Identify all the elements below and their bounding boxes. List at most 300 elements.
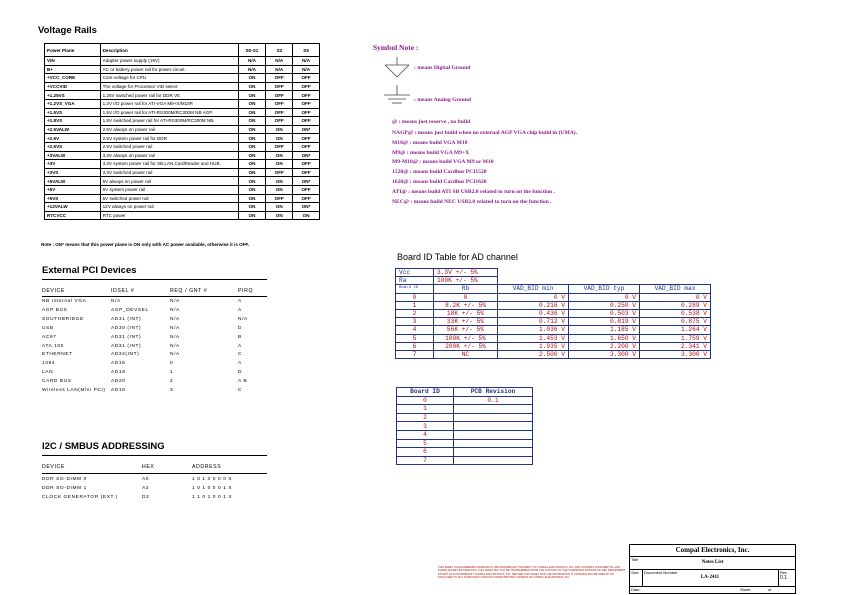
- voltage-rail-row: [45, 168, 320, 177]
- rb-value: 18K +/- 5%: [434, 309, 498, 317]
- pcb-header-revision: PCB Revision: [454, 388, 533, 397]
- analog-ground-label: : means Analog Ground: [414, 97, 471, 103]
- pci-req-gnt: N/A: [170, 343, 180, 349]
- pci-header: [42, 288, 292, 296]
- voltage-rail-row: [45, 108, 320, 117]
- rail-name: +3VALW: [45, 151, 101, 160]
- board-id-header-typ: VAD_BID typ: [569, 285, 640, 293]
- pci-req-gnt: 2: [170, 379, 174, 385]
- pcb-board-id: 2: [397, 413, 454, 422]
- vad-typ: 0 V: [569, 293, 640, 301]
- pci-row: [42, 361, 342, 370]
- vad-typ: 1.185 V: [569, 326, 640, 334]
- rail-s3: OFF: [266, 142, 293, 151]
- pcb-row: [397, 396, 533, 405]
- vad-max: 0.875 V: [640, 318, 711, 326]
- i2c-address: 1 0 1 0 0 0 1 X: [192, 485, 233, 491]
- vad-typ: 0.503 V: [569, 309, 640, 317]
- rail-description: 2.5V switched power rail: [100, 142, 238, 151]
- board-id-row: [396, 350, 711, 358]
- rail-s5: OFF: [293, 194, 320, 203]
- pcb-board-id: 5: [397, 439, 454, 448]
- pci-pirq: D: [238, 370, 243, 376]
- pci-row: [42, 379, 342, 388]
- pcb-revision: [454, 430, 533, 439]
- pcb-board-id: 7: [397, 456, 454, 465]
- rail-s0-s1: ON: [238, 194, 266, 203]
- pci-req-gnt: N/A: [170, 334, 180, 340]
- pcb-revision: [454, 405, 533, 414]
- voltage-rails-title: Voltage Rails: [38, 25, 97, 36]
- pci-pirq: N/A: [238, 316, 248, 322]
- rail-s5: N/A: [293, 57, 320, 66]
- rail-s5: N/A: [293, 65, 320, 74]
- board-id-header: [396, 285, 711, 293]
- rail-description: 5V switched power rail: [100, 194, 238, 203]
- board-id-row: [396, 318, 711, 326]
- pci-row: [42, 335, 342, 344]
- voltage-rail-row: [45, 185, 320, 194]
- rail-name: +2.5VS: [45, 142, 101, 151]
- pci-device: AC97: [42, 334, 57, 340]
- pcb-board-id: 6: [397, 448, 454, 457]
- i2c-hex: A0: [142, 477, 150, 482]
- pci-pirq: C: [238, 352, 243, 358]
- symbol-note-line: @ : means just reserve , no build: [392, 119, 471, 125]
- doc-number-label: Document Number: [644, 570, 678, 575]
- pci-pirq: A: [238, 299, 242, 304]
- vad-min: 0.712 V: [498, 318, 569, 326]
- symbol-note-line: 1520@ : means build Cardbus PCI1520: [392, 169, 487, 176]
- rail-s3: ON: [266, 211, 293, 220]
- rail-s5: OFF: [293, 82, 320, 91]
- rail-s0-s1: ON: [238, 160, 266, 169]
- rb-value: 100K +/- 5%: [434, 334, 498, 342]
- pci-req-gnt: N/A: [170, 325, 180, 331]
- vad-min: 2.500 V: [498, 350, 569, 358]
- pci-req-gnt: N/A: [170, 316, 180, 322]
- pci-device: AGP BUS: [42, 307, 68, 313]
- rail-s0-s1: ON: [238, 151, 266, 160]
- ra-label: Ra: [396, 277, 434, 285]
- pci-device: LAN: [42, 370, 54, 376]
- rail-name: +1.5VS: [45, 108, 101, 117]
- pcb-header: [397, 388, 533, 397]
- vad-min: 0 V: [498, 293, 569, 301]
- pci-req-gnt: 0: [170, 361, 174, 367]
- rail-s3: OFF: [266, 82, 293, 91]
- ra-value: 100K +/- 5%: [434, 277, 498, 285]
- vad-min: 1.935 V: [498, 342, 569, 350]
- rail-description: 5V always on power rail: [100, 177, 238, 186]
- sheet-title: Notes List: [701, 560, 724, 565]
- rb-value: 56K +/- 5%: [434, 326, 498, 334]
- rail-s5: OFF: [293, 142, 320, 151]
- board-id-row: [396, 301, 711, 309]
- of-label: of: [768, 587, 772, 592]
- pci-idsel: AD34(INT): [111, 352, 140, 358]
- vad-max: 0.289 V: [640, 301, 711, 309]
- rail-s5: OFF: [293, 160, 320, 169]
- vad-min: 1.453 V: [498, 334, 569, 342]
- i2c-address: 1 1 0 1 0 0 1 X: [192, 494, 233, 500]
- company-name: Compal Electronics, Inc.: [675, 546, 750, 554]
- header-s3: S3: [266, 44, 293, 57]
- voltage-rail-row: [45, 142, 320, 151]
- i2c-header-address: ADDRESS: [192, 464, 222, 470]
- disclaimer: THIS SHEET OF ENGINEERING DRAWING IS THE PROPRIETARY PROPERTY OF COMPAL ELECTRONICS, INC. AND CONTAINS CONFIDENTIAL AND TRADE SECRET INFORMATION. THIS SHEET MAY NOT BE TRANSFERRED FROM THE CUSTODY OF THE COMPETENT DIVISION OF R&D DEPARTMENT EXCEPT AS AUTHORIZED BY COMPAL ELECTRONICS, INC. NEITHER THIS SHEET NOR THE INFORMATION IT CONTAINS MAY BE USED BY OR DISCLOSED TO ANY THIRD PARTY WITHOUT PRIOR WRITTEN CONSENT OF COMPAL ELECTRONICS, INC.: [438, 566, 626, 580]
- rail-s3: N/A: [266, 65, 293, 74]
- board-id-header-id: Board ID: [396, 285, 434, 293]
- rail-name: +1.2VS_VGA: [45, 99, 101, 108]
- rail-description: 2.5V always on power rail: [100, 125, 238, 134]
- rail-name: +1.8VS: [45, 117, 101, 126]
- date-label: Date:: [631, 587, 641, 592]
- rail-s3: ON: [266, 185, 293, 194]
- pci-req-gnt: 1: [170, 370, 174, 376]
- i2c-row: [42, 477, 342, 486]
- pcb-revision-table: [396, 387, 533, 465]
- symbol-note-line: 1620@ : means build Cardbus PCI1620: [392, 179, 487, 185]
- rail-description: Adapter power supply (19V): [100, 57, 238, 66]
- vad-typ: 0.819 V: [569, 318, 640, 326]
- i2c-rows: [42, 477, 292, 507]
- voltage-rail-row: [45, 160, 320, 169]
- rail-s5: ON: [293, 211, 320, 220]
- rb-value: 8.2K +/- 5%: [434, 301, 498, 309]
- pci-pirq: A B: [238, 379, 248, 385]
- vad-typ: 1.650 V: [569, 334, 640, 342]
- pci-pirq: B: [238, 334, 242, 340]
- pci-idsel: AD20: [111, 379, 126, 385]
- rail-s0-s1: ON: [238, 177, 266, 186]
- rail-s3: ON: [266, 134, 293, 143]
- rail-s0-s1: ON: [238, 108, 266, 117]
- pci-header-idsel: IDSEL #: [111, 288, 135, 294]
- rail-name: +12VALW: [45, 203, 101, 212]
- pci-pirq: A: [238, 361, 242, 367]
- pci-rows: [42, 299, 292, 404]
- pcb-revision: 0.1: [454, 396, 533, 405]
- vad-min: 1.036 V: [498, 326, 569, 334]
- i2c-header: [42, 464, 292, 472]
- pci-row: [42, 317, 342, 326]
- vad-max: 2.341 V: [640, 342, 711, 350]
- pci-device: USB: [42, 325, 54, 331]
- rb-value: 200K +/- 5%: [434, 342, 498, 350]
- vad-max: 0.538 V: [640, 309, 711, 317]
- rail-name: +2.5V: [45, 134, 101, 143]
- pcb-board-id: 3: [397, 422, 454, 431]
- rail-description: 3.3V switched power rail: [100, 168, 238, 177]
- pci-row: [42, 344, 342, 353]
- symbol-note-line: NAGP@ : means just build when no external AGP VGA chip build in (UMA).: [392, 130, 578, 136]
- board-id-value: 6: [396, 342, 434, 350]
- board-id-value: 4: [396, 326, 434, 334]
- pci-header-rule: [42, 296, 267, 297]
- rail-description: 3.3V always on power rail: [100, 151, 238, 160]
- i2c-header-rule: [42, 473, 267, 474]
- i2c-hex: A2: [142, 485, 150, 491]
- pci-row: [42, 370, 342, 379]
- voltage-rail-row: [45, 125, 320, 134]
- rail-name: +2.5VALW: [45, 125, 101, 134]
- vad-max: 1.264 V: [640, 326, 711, 334]
- pci-pirq: A: [238, 343, 242, 349]
- rail-name: VIN: [45, 57, 101, 66]
- rail-s3: OFF: [266, 74, 293, 83]
- voltage-rail-row: [45, 117, 320, 126]
- rail-s3: N/A: [266, 57, 293, 66]
- symbol-note-line: M9@ : means build VGA M9+X: [392, 149, 470, 156]
- rail-s3: ON: [266, 203, 293, 212]
- rail-s0-s1: ON: [238, 117, 266, 126]
- pci-req-gnt: N/A: [170, 307, 180, 313]
- pcb-revision: [454, 448, 533, 457]
- rail-description: 1.8V switched power rail for ATI-RS300M/RC300M NB.: [100, 117, 238, 126]
- vad-max: 1.759 V: [640, 334, 711, 342]
- rail-description: 1.25V switched power rail for DDR Vtt: [100, 91, 238, 100]
- rail-s5: OFF: [293, 91, 320, 100]
- board-id-row: [396, 342, 711, 350]
- rail-name: +VCC_CORE: [45, 74, 101, 83]
- title-block: [629, 544, 796, 594]
- pci-device: NB Internal VGA: [42, 299, 87, 304]
- board-id-value: 7: [396, 350, 434, 358]
- i2c-row: [42, 486, 342, 495]
- pcb-row: [397, 439, 533, 448]
- i2c-header-hex: HEX: [142, 464, 155, 470]
- rail-s3: OFF: [266, 91, 293, 100]
- rail-s0-s1: ON: [238, 91, 266, 100]
- rail-s5: ON*: [293, 125, 320, 134]
- header-description: Description: [100, 44, 238, 57]
- board-id-value: 0: [396, 293, 434, 301]
- pcb-revision: [454, 439, 533, 448]
- doc-number: LA-2411: [700, 575, 720, 580]
- size-label: Size: [631, 570, 639, 575]
- vcc-label: Vcc: [396, 269, 434, 277]
- board-id-row: [396, 326, 711, 334]
- vad-min: 0.216 V: [498, 301, 569, 309]
- rail-name: +5VALW: [45, 177, 101, 186]
- rail-s5: ON*: [293, 151, 320, 160]
- pci-pirq: D: [238, 325, 243, 331]
- rail-s0-s1: ON: [238, 203, 266, 212]
- voltage-rails-note: Note : ON* means that this power plane is ON only with AC power available, otherwise it is OFF.: [41, 242, 250, 247]
- vad-typ: 0.250 V: [569, 301, 640, 309]
- pcb-row: [397, 456, 533, 465]
- digital-ground-icon: [382, 57, 412, 79]
- voltage-rail-row: [45, 211, 320, 220]
- header-s5: S5: [293, 44, 320, 57]
- pci-idsel: AD30 (INT): [111, 325, 142, 331]
- voltage-rail-row: [45, 194, 320, 203]
- pci-idsel: AD31 (INT): [111, 343, 142, 349]
- pcb-header-board-id: Board ID: [397, 388, 454, 397]
- title-label: Title: [631, 557, 639, 562]
- rail-s3: ON: [266, 177, 293, 186]
- digital-ground-label: : means Digital Ground: [414, 65, 471, 71]
- board-id-header-min: VAD_BID min: [498, 285, 569, 293]
- header-power-plane: Power Plane: [45, 44, 101, 57]
- rail-s3: OFF: [266, 194, 293, 203]
- pci-device: ATA 100: [42, 343, 64, 349]
- voltage-rail-row: [45, 74, 320, 83]
- rail-description: The voltage for Processor VID select: [100, 82, 238, 91]
- rail-name: +1.25VS: [45, 91, 101, 100]
- pci-idsel: AD19: [111, 370, 126, 376]
- pci-row: [42, 388, 342, 397]
- analog-ground-icon: [382, 85, 412, 107]
- board-id-title: Board ID Table for AD channel: [397, 252, 518, 262]
- pci-title-rule: [42, 279, 267, 280]
- i2c-row: [42, 495, 342, 504]
- rail-description: 3.3V system power rail for SB,LAN,CardReader and HUB.: [100, 160, 238, 169]
- voltage-rail-row: [45, 134, 320, 143]
- ra-row: [396, 277, 711, 285]
- rail-s0-s1: ON: [238, 99, 266, 108]
- rev-label: Rev: [780, 570, 788, 575]
- rail-s3: ON: [266, 151, 293, 160]
- pci-req-gnt: N/A: [170, 352, 180, 358]
- vad-typ: 2.200 V: [569, 342, 640, 350]
- rail-s0-s1: N/A: [238, 57, 266, 66]
- pcb-revision: [454, 422, 533, 431]
- symbol-note-line: M10@ : means build VGA M10: [392, 139, 468, 146]
- i2c-device: CLOCK GENERATOR (EXT.): [42, 494, 118, 500]
- i2c-device: DDR SO-DIMM 0: [42, 477, 87, 482]
- rail-s3: ON: [266, 160, 293, 169]
- rail-description: Core voltage for CPU: [100, 74, 238, 83]
- pci-req-gnt: 3: [170, 388, 174, 393]
- pci-idsel: N/A: [111, 299, 121, 304]
- board-id-header-max: VAD_BID max: [640, 285, 711, 293]
- voltage-rail-row: [45, 99, 320, 108]
- vcc-row: [396, 269, 711, 277]
- rail-s0-s1: ON: [238, 134, 266, 143]
- symbol-note-line: ATI@ : means build ATI SB USB2.0 related to turn on the function .: [392, 188, 555, 195]
- rail-s3: OFF: [266, 99, 293, 108]
- voltage-rails-header: [45, 44, 320, 57]
- board-id-table: [395, 268, 711, 359]
- pci-header-req-gnt: REQ / GNT #: [170, 288, 208, 294]
- symbol-note-title: Symbol Note :: [373, 43, 419, 52]
- pci-pirq: C: [238, 388, 243, 393]
- board-id-row: [396, 309, 711, 317]
- symbol-note-line: M9-M10@ : means build VGA M9 or M10: [392, 159, 494, 166]
- rail-s3: OFF: [266, 168, 293, 177]
- pci-idsel: AGP_DEVSEL: [111, 307, 149, 313]
- pci-row: [42, 352, 342, 361]
- rail-s0-s1: ON: [238, 211, 266, 220]
- pci-device: 1394: [42, 361, 56, 367]
- i2c-title-rule: [42, 455, 267, 456]
- vad-typ: 3.300 V: [569, 350, 640, 358]
- rail-name: +5V: [45, 185, 101, 194]
- pci-pirq: A: [238, 307, 242, 313]
- rail-s0-s1: ON: [238, 168, 266, 177]
- rail-s5: OFF: [293, 108, 320, 117]
- pci-title: External PCI Devices: [42, 265, 137, 276]
- rb-value: 0: [434, 293, 498, 301]
- rail-s5: OFF: [293, 117, 320, 126]
- pci-header-pirq: PIRQ: [238, 288, 254, 294]
- rail-s5: OFF: [293, 74, 320, 83]
- rail-s0-s1: ON: [238, 82, 266, 91]
- pci-device: SOUTHBRIDGE: [42, 316, 84, 322]
- pci-device: CARD BUS: [42, 379, 72, 385]
- rb-value: NC: [434, 350, 498, 358]
- rail-description: AC or battery power rail for power circuit.: [100, 65, 238, 74]
- pci-device: ETHERNET: [42, 352, 73, 358]
- rail-name: +5VS: [45, 194, 101, 203]
- pcb-board-id: 0: [397, 396, 454, 405]
- sheet-label: Sheet: [740, 587, 751, 592]
- rail-s0-s1: ON: [238, 74, 266, 83]
- pci-header-device: DEVICE: [42, 288, 65, 294]
- pcb-revision: [454, 456, 533, 465]
- voltage-rail-row: [45, 203, 320, 212]
- rail-s5: OFF: [293, 99, 320, 108]
- i2c-device: DDR SO-DIMM 1: [42, 485, 87, 491]
- rail-s0-s1: N/A: [238, 65, 266, 74]
- pci-row: [42, 326, 342, 335]
- rail-description: 1.5V I/O power rail for ATI-RS300M/RC300M NB AGP.: [100, 108, 238, 117]
- i2c-address: 1 0 1 0 0 0 0 X: [192, 477, 233, 482]
- rail-description: 1.2V I/O power rail for ATI-VGA M9+X/M10P.: [100, 99, 238, 108]
- vad-min: 0.436 V: [498, 309, 569, 317]
- rb-value: 33K +/- 5%: [434, 318, 498, 326]
- voltage-rail-row: [45, 177, 320, 186]
- pcb-row: [397, 405, 533, 414]
- pci-idsel: AD31 (INT): [111, 316, 142, 322]
- rail-name: B+: [45, 65, 101, 74]
- rail-name: +VCCVID: [45, 82, 101, 91]
- rev-value: 0.1: [780, 575, 787, 581]
- header-s0-s1: S0-S1: [238, 44, 266, 57]
- voltage-rails-table: [44, 43, 320, 220]
- symbol-note-lines: [392, 119, 692, 209]
- rail-s5: OFF: [293, 134, 320, 143]
- rail-s5: OFF: [293, 185, 320, 194]
- pci-row: [42, 299, 342, 308]
- board-id-row: [396, 293, 711, 301]
- rail-description: 2.5V system power rail for DDR: [100, 134, 238, 143]
- i2c-hex: D2: [142, 494, 150, 500]
- i2c-title: I2C / SMBUS ADDRESSING: [42, 441, 165, 452]
- rail-name: +3V: [45, 160, 101, 169]
- board-id-value: 2: [396, 309, 434, 317]
- pci-idsel: AD18: [111, 388, 126, 393]
- rail-s3: ON: [266, 125, 293, 134]
- rail-s5: OFF: [293, 168, 320, 177]
- pci-device: Wireless LAN(Mini PCI): [42, 388, 106, 393]
- rail-description: 12V always on power rail: [100, 203, 238, 212]
- board-id-row: [396, 334, 711, 342]
- pcb-row: [397, 430, 533, 439]
- vad-max: 0 V: [640, 293, 711, 301]
- rail-name: RTCVCC: [45, 211, 101, 220]
- rail-description: 5V system power rail .: [100, 185, 238, 194]
- pci-idsel: AD31 (INT): [111, 334, 142, 340]
- pcb-row: [397, 413, 533, 422]
- voltage-rail-row: [45, 151, 320, 160]
- rail-s0-s1: ON: [238, 142, 266, 151]
- rail-name: +3VS: [45, 168, 101, 177]
- vcc-value: 3.3V +/- 5%: [434, 269, 498, 277]
- symbol-note-line: NEC@ : means build NEC USB2.0 related to turn on the function .: [392, 198, 552, 205]
